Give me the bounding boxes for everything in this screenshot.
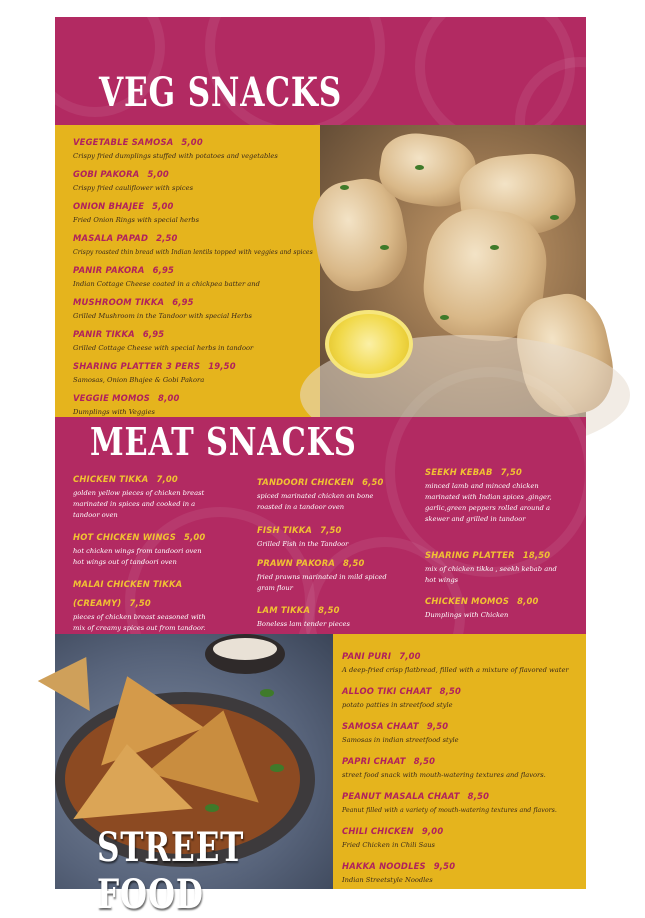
item-name: ALLOO TIKI CHAAT [342, 686, 432, 696]
herb-leaf [270, 764, 284, 772]
menu-item [342, 644, 582, 676]
menu-item [73, 467, 208, 521]
item-description: Fried Chicken in Chili Saus [342, 841, 435, 849]
item-description: A deep-fried crisp flatbread, filled with a mixture of flavored water [342, 666, 569, 674]
herb-leaf [260, 689, 274, 697]
item-description: Grilled Fish in the Tandoor [257, 540, 349, 548]
item-name: PRAWN PAKORA [257, 558, 336, 568]
item-description: pieces of chicken breast seasoned with mix of creamy spices out from tandoor. [73, 613, 206, 632]
herb-leaf [490, 245, 499, 250]
item-price: 9,50 [433, 861, 456, 871]
menu-item [73, 226, 323, 258]
item-name: VEGGIE MOMOS [73, 393, 151, 403]
item-price: 8,50 [318, 605, 340, 615]
item-description: Grilled Cottage Cheese with special herbs in tandoor [73, 344, 254, 352]
menu-item [342, 714, 582, 746]
menu-item [73, 386, 333, 418]
menu-item [73, 194, 333, 226]
item-description: Peanut filled with a variety of mouth-watering textures and flavors. [342, 807, 557, 814]
item-price: 7,00 [399, 651, 421, 661]
item-price: 5,00 [152, 201, 174, 211]
veg-snacks-title: VEG SNACKS [99, 69, 343, 116]
item-description: Boneless lam tender pieces [257, 620, 350, 628]
menu-item [425, 460, 560, 525]
item-price: 7,00 [156, 474, 178, 484]
item-name: TANDOORI CHICKEN [257, 477, 355, 487]
item-name: LAM TIKKA [257, 605, 311, 615]
item-description: spiced marinated chicken on bone roasted in a tandoor oven [257, 492, 374, 511]
item-name: MUSHROOM TIKKA [73, 297, 165, 307]
menu-item [342, 679, 582, 711]
veg-snacks-list [55, 125, 320, 417]
menu-item [342, 854, 582, 886]
menu-item [73, 525, 208, 568]
item-name: ONION BHAJEE [73, 201, 145, 211]
street-food-title: STREET FOOD [97, 824, 245, 918]
item-price: 9,50 [426, 721, 449, 731]
item-description: fried prawns marinated in mild spiced gram flour [257, 573, 387, 592]
item-price: 6,95 [152, 265, 175, 275]
samosa-photo [55, 634, 333, 918]
item-price: 7,50 [500, 467, 523, 477]
menu-item [73, 130, 333, 162]
item-name: HAKKA NOODLES [342, 861, 426, 871]
herb-leaf [205, 804, 219, 812]
item-description: Grilled Mushroom in the Tandoor with special Herbs [73, 312, 252, 320]
meat-snacks-title: MEAT SNACKS [90, 419, 357, 464]
lemon-wedge [325, 310, 413, 378]
item-name: HOT CHICKEN WINGS [73, 532, 176, 542]
item-price: 6,50 [362, 477, 384, 487]
item-name: SAMOSA CHAAT [342, 721, 419, 731]
item-name: CHICKEN TIKKA [73, 474, 149, 484]
item-description: Crispy roasted thin bread with Indian lentils topped with veggies and spices [73, 249, 313, 256]
item-name: PANI PURI [342, 651, 392, 661]
herb-leaf [380, 245, 389, 250]
item-description: Dumplings with Veggies [73, 408, 155, 416]
item-description: potato patties in streetfood style [342, 701, 453, 709]
item-name: MASALA PAPAD [73, 233, 149, 243]
item-description: Crispy fried cauliflower with spices [73, 184, 194, 192]
menu-item [425, 543, 560, 586]
menu-item [73, 354, 333, 386]
item-name: CHICKEN MOMOS [425, 596, 510, 606]
item-name: VEGETABLE SAMOSA [73, 137, 174, 147]
item-description: Crispy fried dumplings stuffed with potatoes and vegetables [73, 152, 278, 160]
veg-snacks-header [55, 17, 586, 125]
item-price: 19,50 [208, 361, 236, 371]
item-description: Samosas in indian streetfood style [342, 736, 459, 744]
item-name: FISH TIKKA [257, 525, 313, 535]
menu-item [73, 322, 333, 354]
samosa [67, 739, 193, 819]
item-name: PEANUT MASALA CHAAT [342, 791, 460, 801]
item-price: 8,50 [413, 756, 436, 766]
item-description: Dumplings with Chicken [425, 611, 509, 619]
item-name: SHARING PLATTER 3 PERS [73, 361, 201, 371]
item-price: 7,50 [129, 598, 151, 608]
item-price: 8,00 [517, 596, 539, 606]
item-price: 8,50 [343, 558, 365, 568]
chutney-dip [213, 638, 277, 660]
menu-item [257, 518, 387, 550]
menu-item [73, 258, 333, 290]
item-price: 18,50 [522, 550, 551, 560]
herb-leaf [340, 185, 349, 190]
herb-leaf [415, 165, 424, 170]
menu-item [342, 784, 582, 816]
item-description: street food snack with mouth-watering textures and flavors. [342, 771, 546, 779]
item-description: Fried Onion Rings with special herbs [73, 216, 200, 224]
herb-leaf [550, 215, 559, 220]
item-price: 5,00 [183, 532, 206, 542]
menu-page [55, 17, 586, 918]
item-price: 8,50 [439, 686, 462, 696]
item-price: 5,00 [147, 169, 169, 179]
item-description: mix of chicken tikka , seekh kebab and hot wings [425, 565, 557, 584]
item-price: 6,95 [142, 329, 165, 339]
item-price: 9,00 [421, 826, 444, 836]
menu-item [342, 749, 582, 781]
item-price: 5,00 [181, 137, 203, 147]
item-name: CHILI CHICKEN [342, 826, 414, 836]
menu-item [257, 551, 387, 594]
menu-item [342, 819, 582, 851]
street-food-list [333, 634, 586, 889]
item-description: hot chicken wings from tandoori oven hot wings out of tandoori oven [73, 547, 202, 566]
item-price: 7,50 [320, 525, 342, 535]
menu-item [73, 572, 208, 634]
menu-item [257, 598, 387, 630]
menu-item [73, 162, 333, 194]
meat-snacks-section [55, 417, 586, 634]
menu-item [257, 470, 387, 513]
item-description: Indian Cottage Cheese coated in a chickpea batter and [73, 280, 260, 288]
item-price: 8,50 [467, 791, 490, 801]
item-price: 2,50 [156, 233, 178, 243]
item-name: GOBI PAKORA [73, 169, 140, 179]
item-description: minced lamb and minced chicken marinated with Indian spices ,ginger, garlic,green peppers rolled around a skewer and grilled in tandoor [425, 482, 552, 523]
item-price: 8,00 [158, 393, 180, 403]
item-name: SEEKH KEBAB [425, 467, 493, 477]
item-name: PANIR PAKORA [73, 265, 145, 275]
herb-leaf [440, 315, 449, 320]
item-description: Samosas, Onion Bhajee & Gobi Pakora [73, 376, 205, 384]
item-name: PAPRI CHAAT [342, 756, 406, 766]
menu-item [425, 589, 560, 621]
item-description: Indian Streetstyle Noodles [342, 876, 433, 884]
item-price: 6,95 [172, 297, 194, 307]
item-description: golden yellow pieces of chicken breast marinated in spices and cooked in a tandoor oven [73, 489, 205, 519]
menu-item [73, 290, 333, 322]
item-name: SHARING PLATTER [425, 550, 515, 560]
item-name: PANIR TIKKA [73, 329, 135, 339]
item-name: MALAI CHICKEN TIKKA (CREAMY) [73, 579, 183, 608]
